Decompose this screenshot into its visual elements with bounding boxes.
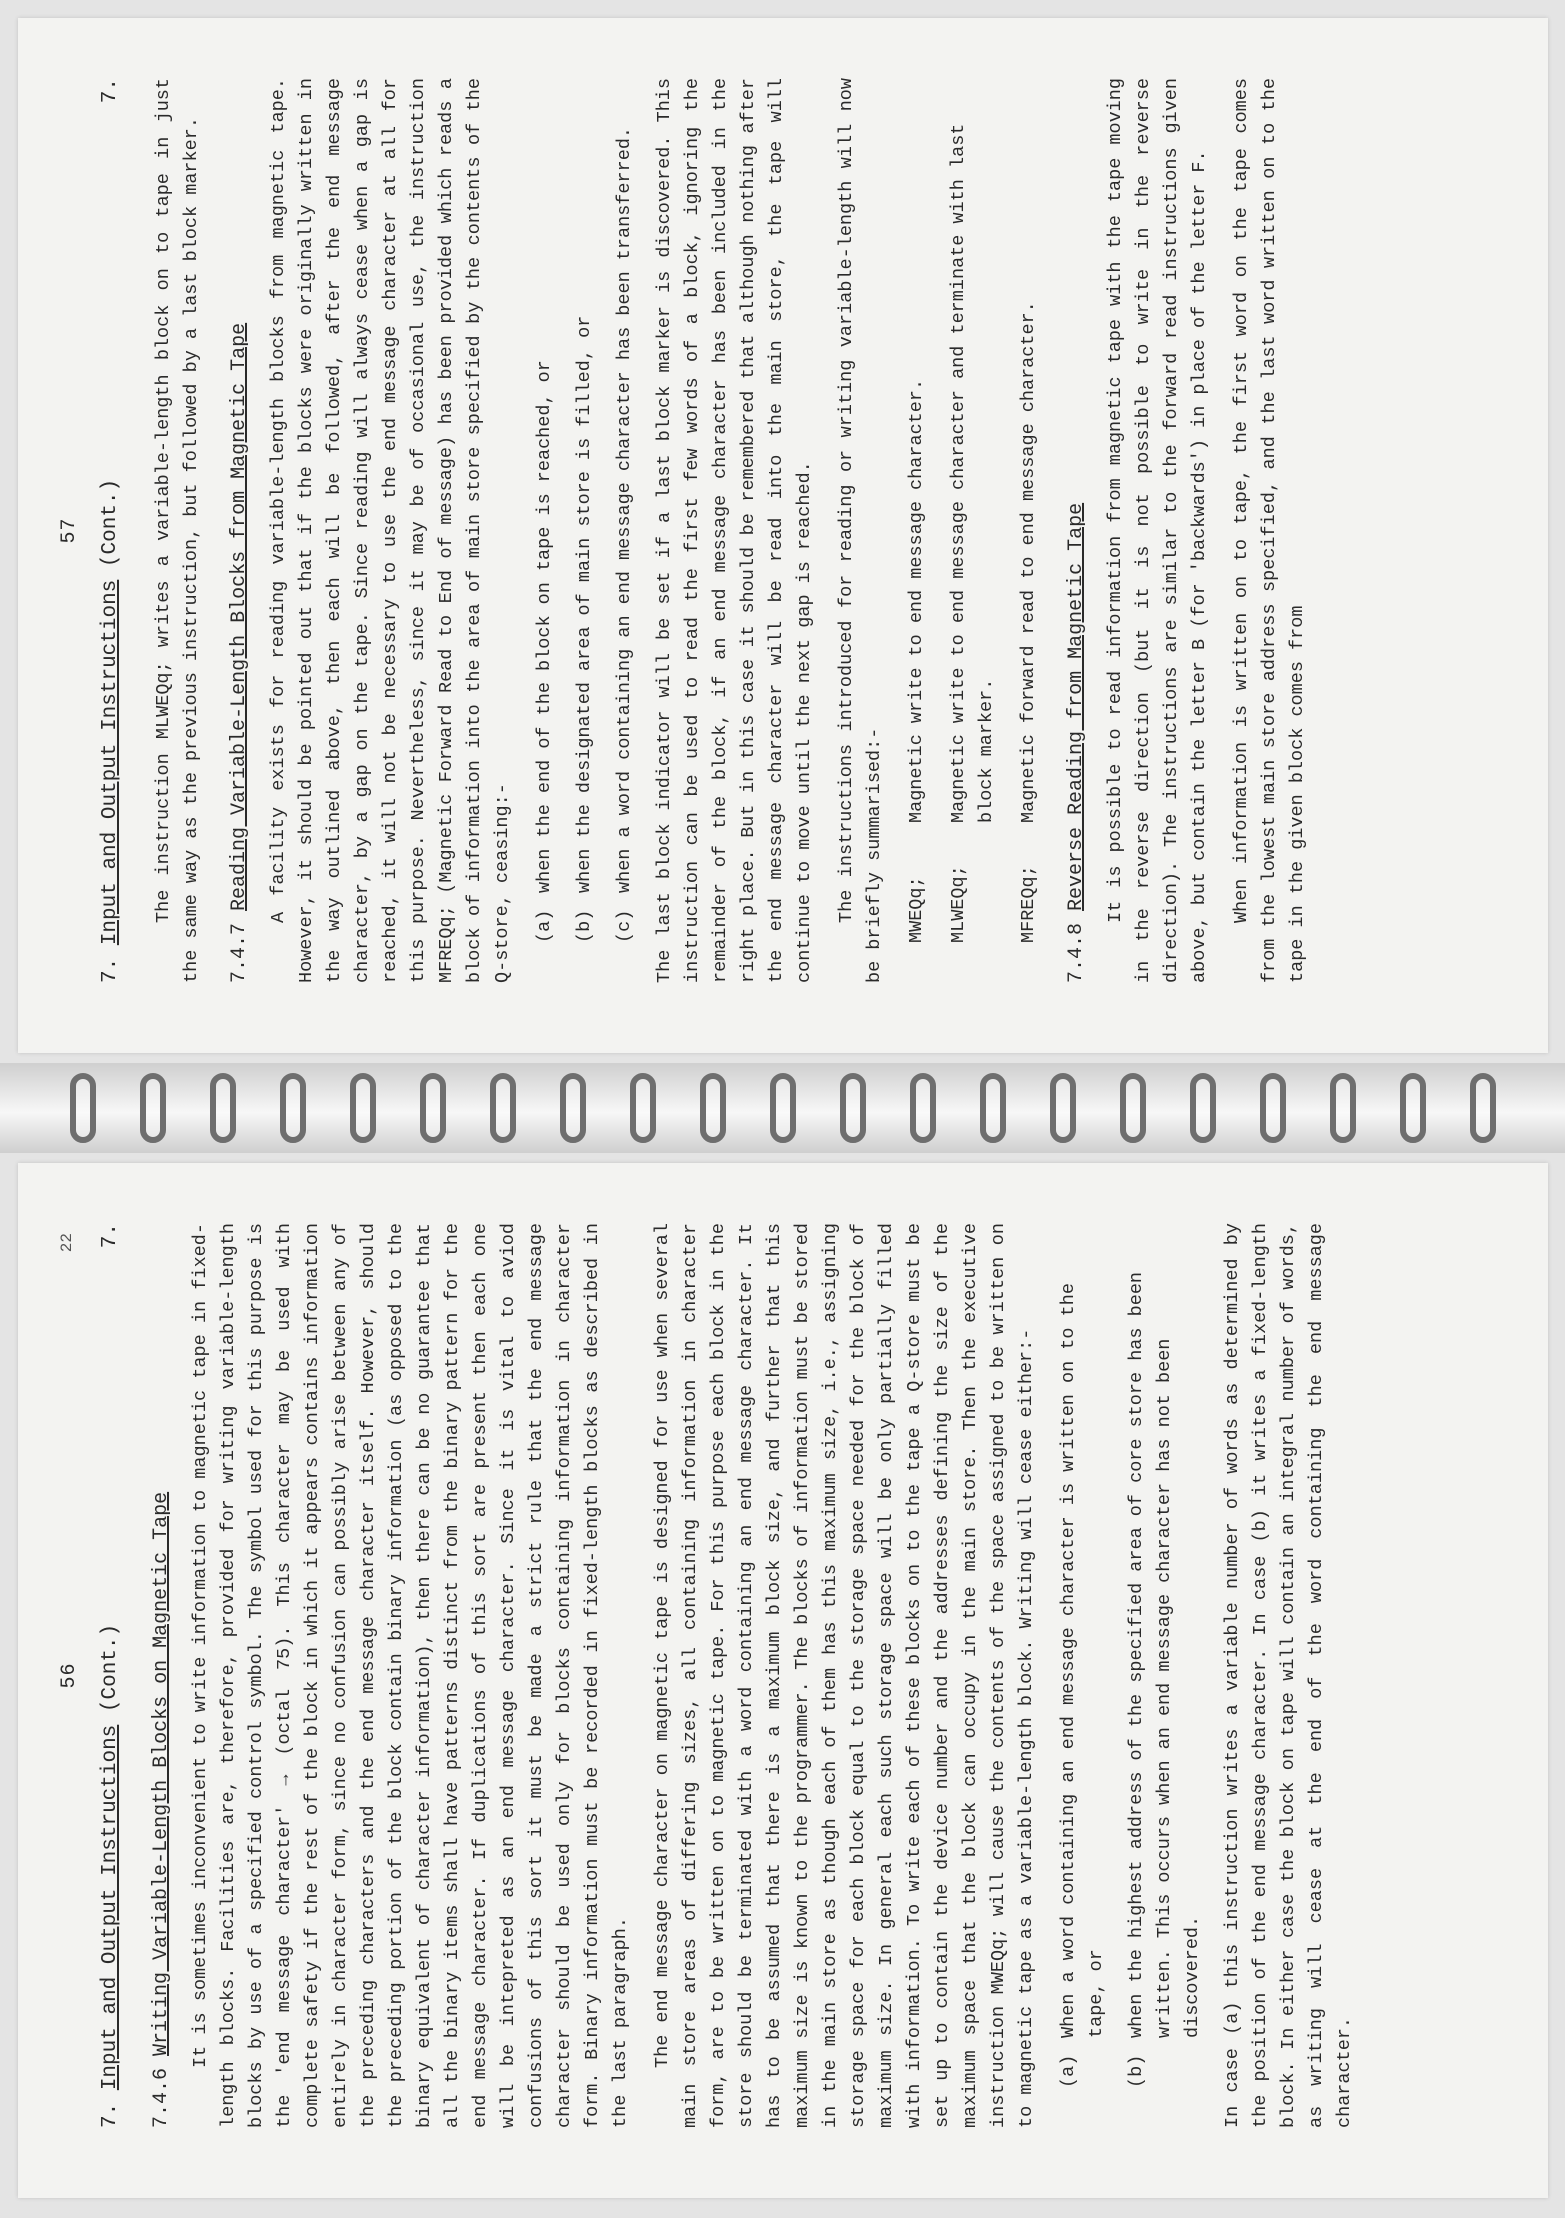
paragraph: The instructions introduced for reading or writing variable-length will now be briefly summarised:- [836,78,885,983]
binding-ring [1120,1073,1146,1143]
list-item [571,78,599,943]
paragraph: The end message character on magnetic tape is designed for use when several main store areas of differing sizes, all containing information in character form, are to be written on to magnetic tape. For this purpose each block in the store should be terminated with a word containing an end message character. It has to be assumed that there is a maximum block size, and further that this maximum size is known to the programmer. The blocks of information must be stored in the main store as though each of them has this maximum size, i.e., assigning storage space for each block equal to the storage space needed for the block of maximum size. In general each such storage space will be only partially filled with information. To write each of these blocks on to the tape a Q-store must be set up to contain the device number and the addresses defining the size of the maximum space that the block can occupy in the main store. Then the executive instruction MWEQq; will cause the contents of the space assigned to be written on to magnetic tape as a variable-length block. Writing will cease either:- [652,1223,1037,2128]
section-number: 7.4.6 [150,2067,173,2128]
instruction-code: MWEQq; [906,876,927,943]
paragraph: The instruction MLWEQq; writes a variable-length block on to tape in just the same way as the previous instruction, but followed by a last block marker. [153,78,202,983]
paragraph: The last block indicator will be set if a last block marker is discovered. This instruction can be used to read the first few words of a block, ignoring the remainder of the block, if an end message character has been included in the right place. But in this case it should be remembered that although nothing after the end message character will be read into the main store, the tape will continue to move until the next gap is reached. [654,78,815,983]
item-text: when the end of the block on tape is reached, or [534,360,555,893]
binding-ring [420,1073,446,1143]
binding-ring [350,1073,376,1143]
running-head-cont: (Cont.) [99,1623,122,1713]
paragraph: In case (a) this instruction writes a variable number of words as determined by the position of the end message character. In case (b) it writes a fixed-length block. In either case the block on tape will contain an integral number of words, as writing will cease at the end of the word containing the end message character. [1222,1223,1355,2128]
chapter-number-right: 7. [99,1223,122,1249]
instruction-desc: Magnetic write to end message character and terminate with last block marker. [948,123,997,823]
list-item [531,78,559,943]
list-item [611,78,639,943]
item-label: (b) [1126,2054,1147,2088]
binding-ring [630,1073,656,1143]
binding-ring [490,1073,516,1143]
faint-page-number: 22 [58,1233,76,1253]
page-57 [18,18,1548,1053]
instruction-desc: Magnetic write to end message character. [906,378,927,823]
summary-row [945,78,1001,943]
section-heading [228,78,251,983]
binding-ring [700,1073,726,1143]
list-item [1055,1223,1111,2088]
paragraph: It is sometimes inconvenient to write information to magnetic tape in fixed-length blocks. Facilities are, therefore, provided for writing variable-length blocks by use of a specified control symbol. The symbol used for this purpose is the 'end message character' → (octal 75). This character may be used with complete safety if the rest of the block in which it appears contains information entirely in character form, since no confusion can possibly arise between any of the preceding characters and the end message character itself. However, should the preceding portion of the block contain binary information (as opposed to the binary equivalent of character information), then there can be no guarantee that all the binary items shall have patterns distinct from the binary pattern for the end message character. If duplications of this sort are present then each one will be intepreted as an end message character. Since it is vital to aviod confusions of this sort it must be made a strict rule that the end message character should be used only for blocks containing information in character form. Binary information must be recorded in fixed-length blocks as described in the last paragraph. [190,1223,631,2128]
spiral-binding [0,1063,1565,1153]
running-head-cont: (Cont.) [99,478,122,568]
binding-ring [1260,1073,1286,1143]
item-text: when a word containing an end message character has been transferred. [614,126,635,893]
binding-ring [770,1073,796,1143]
summary-row [1015,78,1043,943]
item-text: When a word containing an end message character is written on to the tape, or [1058,1283,1107,2038]
item-label: (a) [534,909,555,943]
running-head [99,1223,122,2128]
chapter-number: 7. [99,957,122,983]
instruction-desc: Magnetic forward read to end message character. [1018,301,1039,823]
paragraph: It is possible to read information from magnetic tape with the tape moving in the reverse direction (but it is not possible to write in the reverse direction). The instructions are similar to the forward read instructions given above, but contain the letter B (for 'backwards') in place of the letter F. [1105,78,1210,983]
binding-ring [560,1073,586,1143]
instruction-code: MFREQq; [1018,865,1039,943]
item-text: when the highest address of the specified area of core store has been written. This occurs when an end message character has not been discovered. [1126,1271,1203,2038]
running-head [99,78,122,983]
binding-ring [210,1073,236,1143]
page-number: 56 [58,1662,81,1689]
binding-ring [1050,1073,1076,1143]
chapter-number-right: 7. [99,78,122,104]
binding-ring [1400,1073,1426,1143]
section-heading [1065,78,1088,983]
binding-ring [1190,1073,1216,1143]
binding-ring [280,1073,306,1143]
running-head-title: Input and Output Instructions [99,1724,122,2091]
chapter-number: 7. [99,2102,122,2128]
binding-ring [910,1073,936,1143]
item-label: (a) [1058,2054,1079,2088]
binding-ring [1470,1073,1496,1143]
binding-ring [1330,1073,1356,1143]
running-head-title: Input and Output Instructions [99,579,122,946]
paragraph: When information is written on to tape, the first word on the tape comes from the lowest main store address specified, and the last word written on to the tape in the given block comes from [1231,78,1308,983]
section-number: 7.4.8 [1065,922,1088,983]
item-label: (c) [614,909,635,943]
binding-ring [140,1073,166,1143]
section-title: Reading Variable-Length Blocks from Magnetic Tape [228,322,251,911]
section-number: 7.4.7 [228,922,251,983]
paragraph: A facility exists for reading variable-length blocks from magnetic tape. However, it should be pointed out that if the blocks were originally written in the way outlined above, then each will be followed, after the end message character, by a gap on the tape. Since reading will always cease when a gap is reached, it will not be necessary to use the end message character at all for this purpose. Nevertheless, since it may be of occasional use, the instruction MFREQq; (Magnetic Forward Read to End of message) has been provided which reads a block of information into the area of main store specified by the contents of the Q-store, ceasing:- [268,78,513,983]
section-heading [150,1223,173,2128]
summary-row [903,78,931,943]
item-label: (b) [574,909,595,943]
binding-ring [980,1073,1006,1143]
binding-ring [70,1073,96,1143]
page-number: 57 [58,517,81,544]
binding-ring [840,1073,866,1143]
section-title: Reverse Reading from Magnetic Tape [1065,502,1088,911]
list-item [1123,1223,1207,2088]
section-title: Writing Variable-Length Blocks on Magnetic Tape [150,1491,173,2056]
instruction-code: MLWEQq; [948,865,969,943]
item-text: when the designated area of main store is filled, or [574,315,595,893]
page-56 [18,1163,1548,2198]
